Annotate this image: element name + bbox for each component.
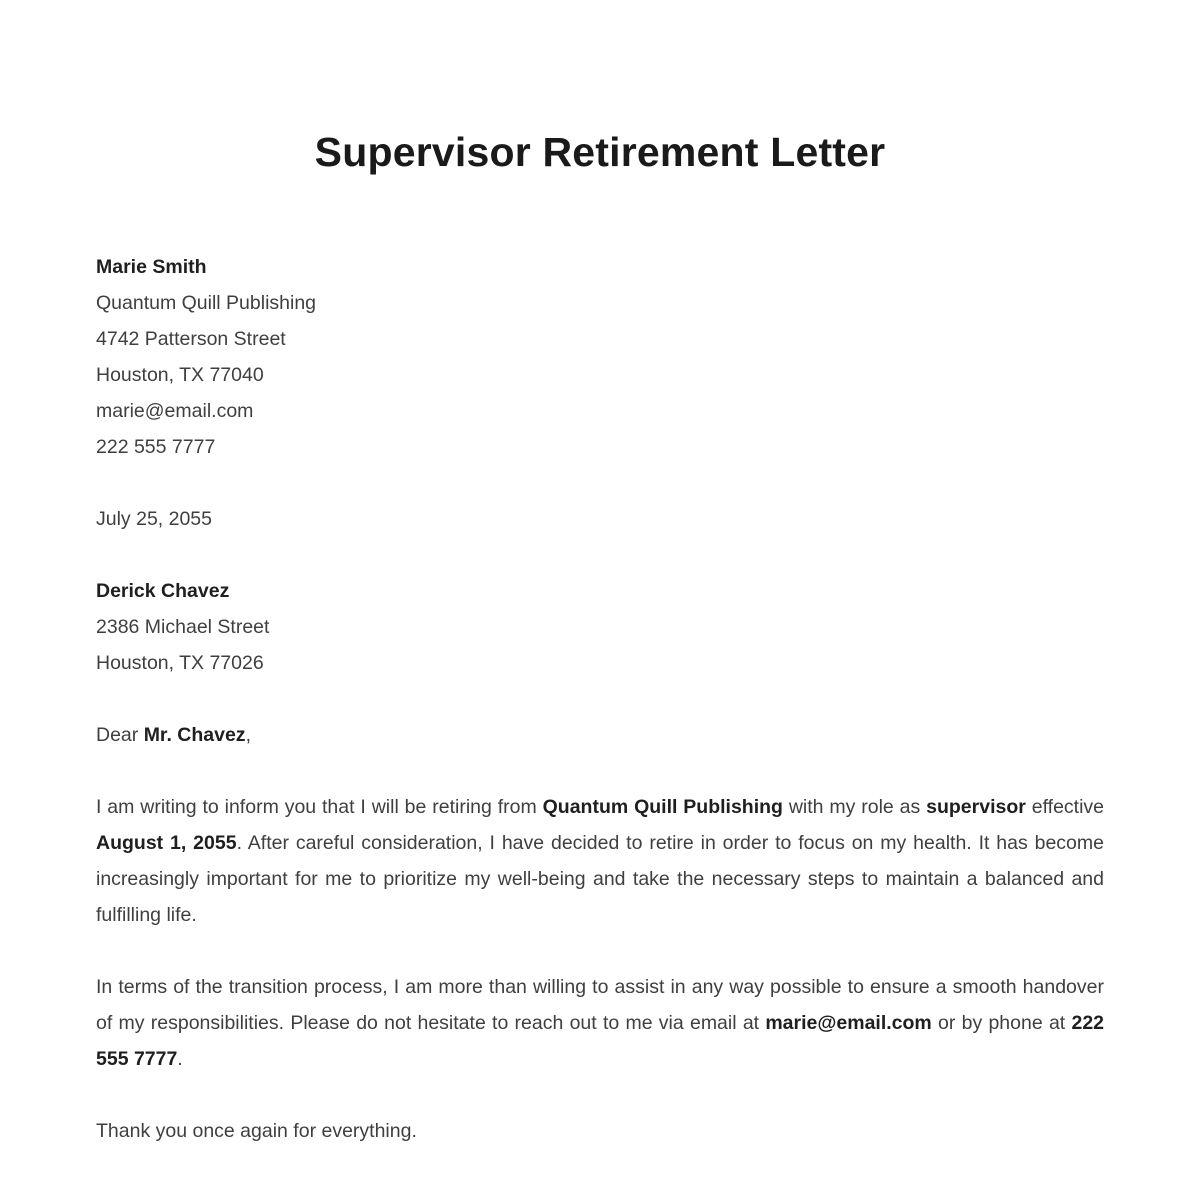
page-title: Supervisor Retirement Letter <box>314 129 886 175</box>
contact-email-bold: marie@email.com <box>765 1012 932 1035</box>
recipient-name: Derick Chavez <box>96 580 230 603</box>
sender-street: 4742 Patterson Street <box>96 328 286 351</box>
closing-line: Thank you once again for everything. <box>96 1120 417 1143</box>
company-name-bold: Quantum Quill Publishing <box>542 796 783 819</box>
effective-date-bold: August 1, 2055 <box>96 832 237 855</box>
text-segment: or by phone at <box>931 1012 1072 1035</box>
date-block <box>96 501 1104 537</box>
body-paragraph-1 <box>96 789 1104 933</box>
sender-block <box>96 249 1104 465</box>
salutation-prefix: Dear <box>96 724 144 747</box>
salutation-name: Mr. Chavez <box>143 724 246 747</box>
sender-email: marie@email.com <box>96 400 254 423</box>
recipient-city: Houston, TX 77026 <box>96 652 264 675</box>
text-segment: . <box>177 1048 183 1071</box>
letter-date: July 25, 2055 <box>96 508 213 531</box>
role-bold: supervisor <box>926 796 1026 819</box>
text-segment: I am writing to inform you that I will be retiring from <box>96 796 543 819</box>
text-segment: . After careful consideration, I have decided to retire in order to focus on my health. It has become increasingly important for me to prioritize my well-being and take the necessary steps to maintain a balanced and fulfilling life. <box>96 832 1104 927</box>
recipient-block <box>96 573 1104 681</box>
sender-name: Marie Smith <box>96 256 207 279</box>
text-segment: effective <box>1025 796 1105 819</box>
salutation <box>96 717 1104 753</box>
sender-phone: 222 555 7777 <box>96 436 216 459</box>
contact-phone-bold: 222 555 7777 <box>96 1012 1105 1071</box>
recipient-street: 2386 Michael Street <box>96 616 270 639</box>
salutation-suffix: , <box>245 724 251 747</box>
text-segment: with my role as <box>782 796 927 819</box>
sender-city: Houston, TX 77040 <box>96 364 264 387</box>
body-paragraph-2 <box>96 969 1104 1077</box>
text-segment: In terms of the transition process, I am more than willing to assist in any way possible to ensure a smooth handover of my responsibilities. Please do not hesitate to reach out to me via email at <box>96 976 1104 1035</box>
sender-company: Quantum Quill Publishing <box>96 292 317 315</box>
